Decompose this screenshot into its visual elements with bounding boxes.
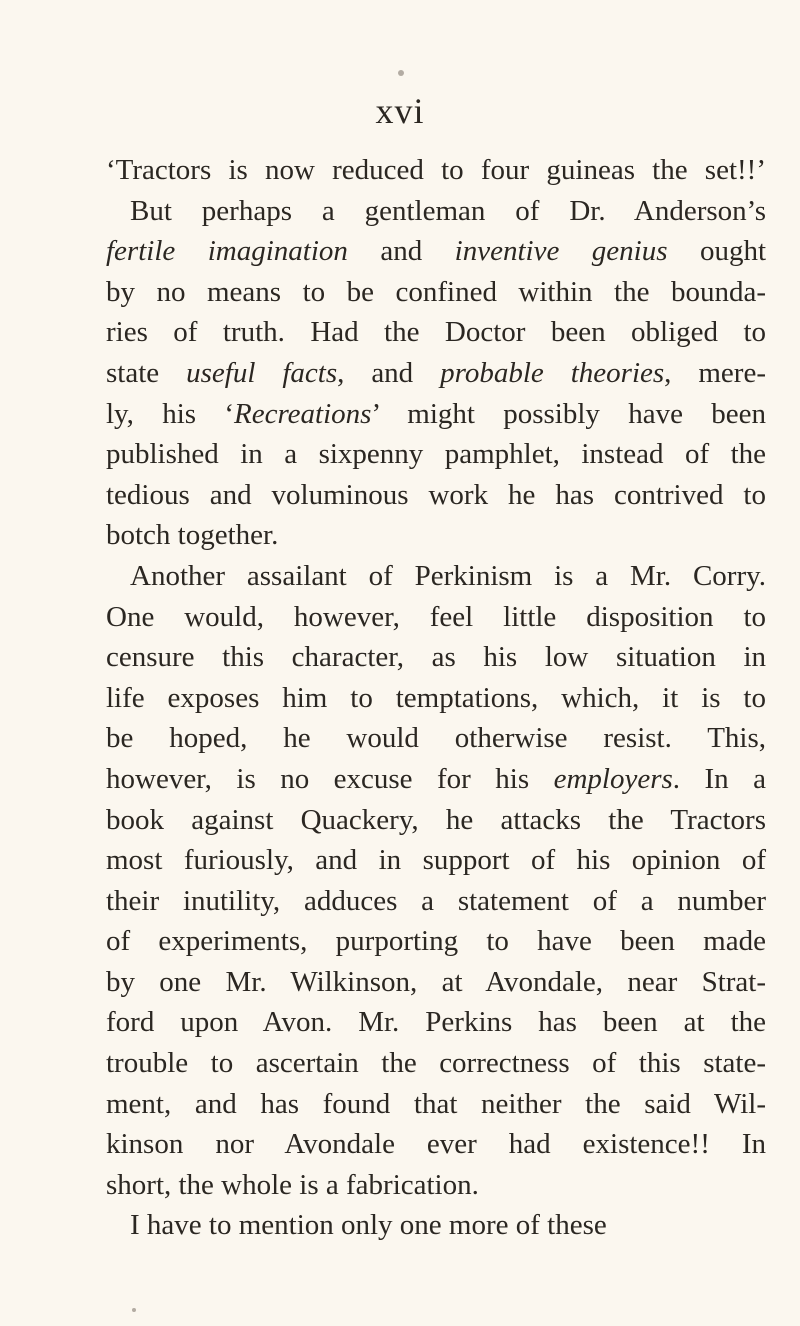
text-run: I have to mention only one more of these — [130, 1209, 607, 1242]
text-line — [106, 921, 766, 962]
text-run: Another assailant of Perkinism is a Mr. Corry. — [130, 559, 766, 592]
text-line — [106, 475, 766, 516]
text-run: state — [106, 356, 187, 389]
text-line — [106, 678, 766, 719]
text-line — [106, 1043, 766, 1084]
text-run: ought — [667, 235, 767, 268]
text-run: book against Quackery, he attacks the Tractors — [106, 803, 766, 836]
text-run: One would, however, feel little disposition to — [106, 600, 766, 633]
text-run: . In a — [672, 762, 766, 795]
text-run: , and — [337, 356, 441, 389]
text-run: tedious and voluminous work he has contrived to — [106, 478, 766, 511]
italic-text: fertile imagination — [106, 235, 348, 268]
text-run: , mere- — [664, 356, 766, 389]
text-run: be hoped, he would otherwise resist. This, — [106, 722, 766, 755]
text-run: kinson nor Avondale ever had existence!! In — [106, 1128, 766, 1161]
italic-text: probable theories — [440, 356, 665, 389]
text-run: censure this character, as his low situation in — [106, 641, 766, 674]
text-run: and — [347, 235, 455, 268]
text-line — [106, 150, 766, 191]
text-line — [106, 556, 766, 597]
text-line — [106, 434, 766, 475]
text-line — [106, 312, 766, 353]
text-run: ‘Tractors is now reduced to four guineas the set!!’ — [106, 154, 766, 186]
text-line — [106, 1084, 766, 1125]
text-line — [106, 962, 766, 1003]
text-line — [106, 353, 766, 394]
text-run: ford upon Avon. Mr. Perkins has been at the — [106, 1006, 766, 1039]
text-line — [106, 759, 766, 800]
text-line — [106, 637, 766, 678]
italic-text: useful facts — [186, 356, 338, 389]
text-run: of experiments, purporting to have been made — [106, 925, 766, 958]
text-run: however, is no excuse for his — [106, 762, 554, 795]
text-run: But perhaps a gentleman of Dr. Anderson’s — [130, 194, 766, 227]
text-line — [106, 800, 766, 841]
text-run: life exposes him to temptations, which, it is to — [106, 681, 766, 714]
ink-speck — [398, 70, 404, 76]
text-line — [106, 718, 766, 759]
text-line — [106, 881, 766, 922]
ink-speck — [132, 1308, 136, 1312]
body-text — [106, 150, 766, 1246]
text-run: by one Mr. Wilkinson, at Avondale, near Strat- — [106, 965, 766, 998]
text-line — [106, 191, 766, 232]
text-line — [106, 1205, 766, 1246]
text-line — [106, 515, 766, 556]
text-line — [106, 597, 766, 638]
italic-text: employers — [553, 762, 673, 795]
text-run: their inutility, adduces a statement of a number — [106, 884, 766, 917]
text-line — [106, 1124, 766, 1165]
text-line — [106, 272, 766, 313]
text-run: botch together. — [106, 519, 279, 552]
text-line — [106, 1165, 766, 1206]
text-run: most furiously, and in support of his opinion of — [106, 844, 766, 877]
text-run: ’ might possibly have been — [371, 397, 766, 430]
text-run: ly, his ‘ — [106, 397, 235, 430]
text-line — [106, 231, 766, 272]
text-line — [106, 840, 766, 881]
text-run: published in a sixpenny pamphlet, instead of the — [106, 438, 766, 471]
italic-text: inventive genius — [454, 235, 668, 268]
text-run: trouble to ascertain the correctness of this state- — [106, 1047, 766, 1080]
page-number: xvi — [375, 91, 425, 131]
text-run: ment, and has found that neither the said Wil- — [106, 1087, 766, 1120]
text-line — [106, 394, 766, 435]
text-run: short, the whole is a fabrication. — [106, 1168, 479, 1201]
text-run: ries of truth. Had the Doctor been obliged to — [106, 316, 766, 349]
text-line — [106, 1002, 766, 1043]
italic-text: Recreations — [234, 397, 372, 430]
text-run: by no means to be confined within the bounda- — [106, 275, 766, 308]
